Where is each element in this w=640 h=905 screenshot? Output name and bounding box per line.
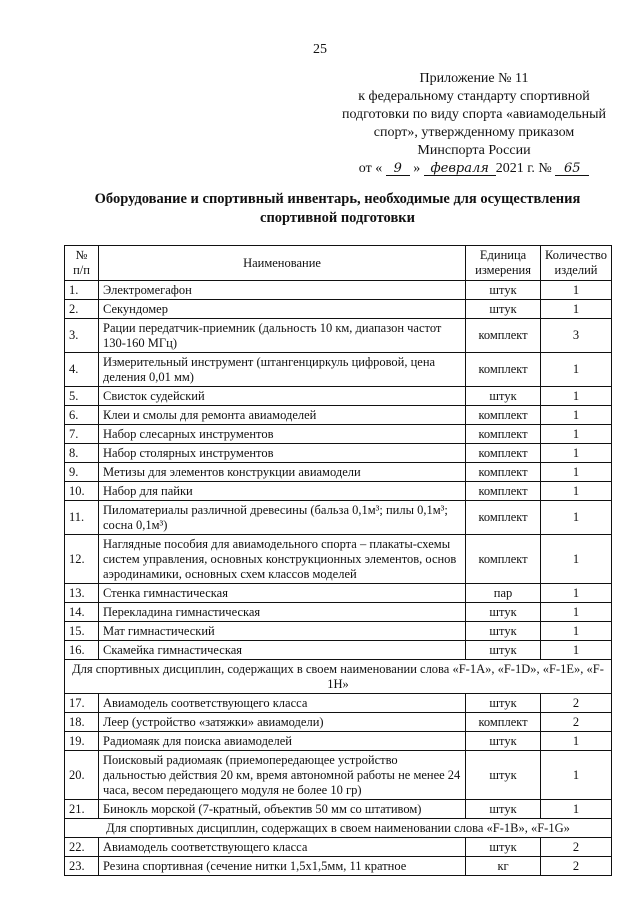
row-unit: штук [466,622,541,641]
row-unit: штук [466,603,541,622]
table-row [65,463,612,482]
table-row [65,387,612,406]
section-heading: Для спортивных дисциплин, содержащих в своем наименовании слова «F-1B», «F-1G» [65,819,612,838]
table-row [65,300,612,319]
row-qty: 1 [541,584,612,603]
row-unit: штук [466,694,541,713]
table-row [65,353,612,387]
date-year: 2021 г. № [495,161,552,176]
row-name: Метизы для элементов конструкции авиамодели [99,463,466,482]
row-unit: комплект [466,319,541,353]
row-num: 5. [65,387,99,406]
row-unit: штук [466,800,541,819]
row-name: Свисток судейский [99,387,466,406]
date-month-handwritten: февраля [424,162,496,176]
row-qty: 1 [541,353,612,387]
row-name: Электромегафон [99,281,466,300]
header-name: Наименование [99,246,466,281]
row-unit: штук [466,732,541,751]
row-num: 4. [65,353,99,387]
row-qty: 1 [541,800,612,819]
header-unit: Единица измерения [466,246,541,281]
date-mid: » [413,161,421,176]
appendix-line: к федеральному стандарту спортивной [358,89,590,104]
row-name: Радиомаяк для поиска авиамоделей [99,732,466,751]
date-day-handwritten: 9 [386,162,410,176]
table-row [65,800,612,819]
table-row [65,641,612,660]
row-num: 18. [65,713,99,732]
row-unit: штук [466,751,541,800]
table-row [65,584,612,603]
row-num: 14. [65,603,99,622]
table-row [65,694,612,713]
table-row [65,501,612,535]
row-qty: 1 [541,387,612,406]
row-num: 8. [65,444,99,463]
table-row [65,281,612,300]
row-num: 2. [65,300,99,319]
row-name: Скамейка гимнастическая [99,641,466,660]
row-num: 13. [65,584,99,603]
row-num: 15. [65,622,99,641]
table-row [65,732,612,751]
row-name: Авиамодель соответствующего класса [99,694,466,713]
table-row [65,857,612,876]
table-row [65,425,612,444]
header-num: № п/п [65,246,99,281]
table-header-row [65,246,612,281]
row-qty: 3 [541,319,612,353]
row-unit: кг [466,857,541,876]
row-qty: 1 [541,444,612,463]
appendix-header [316,70,632,178]
row-num: 19. [65,732,99,751]
table-row [65,319,612,353]
row-unit: штук [466,838,541,857]
table-row [65,406,612,425]
row-unit: комплект [466,406,541,425]
row-unit: комплект [466,425,541,444]
row-num: 17. [65,694,99,713]
row-unit: комплект [466,353,541,387]
row-unit: штук [466,387,541,406]
row-qty: 1 [541,622,612,641]
row-qty: 1 [541,732,612,751]
row-name: Набор слесарных инструментов [99,425,466,444]
appendix-line: Приложение № 11 [419,71,529,86]
table-row [65,622,612,641]
row-qty: 1 [541,641,612,660]
table-row [65,535,612,584]
row-unit: комплект [466,535,541,584]
row-num: 23. [65,857,99,876]
row-unit: штук [466,300,541,319]
table-row [65,713,612,732]
row-name: Рации передатчик-приемник (дальность 10 км, диапазон частот 130-160 МГц) [99,319,466,353]
row-num: 16. [65,641,99,660]
appendix-line: Минспорта России [417,143,531,158]
row-qty: 1 [541,501,612,535]
row-unit: комплект [466,501,541,535]
row-name: Стенка гимнастическая [99,584,466,603]
row-unit: штук [466,281,541,300]
section-heading: Для спортивных дисциплин, содержащих в своем наименовании слова «F-1A», «F-1D», «F-1E», «F-1H» [65,660,612,694]
row-qty: 1 [541,535,612,584]
row-name: Измерительный инструмент (штангенциркуль цифровой, цена деления 0,01 мм) [99,353,466,387]
row-qty: 1 [541,751,612,800]
row-qty: 1 [541,300,612,319]
row-name: Секундомер [99,300,466,319]
row-name: Поисковый радиомаяк (приемопередающее устройство дальностью действия 20 км, время автономной работы не менее 24 часа, весом передающего модуля не более 10 гр) [99,751,466,800]
row-name: Мат гимнастический [99,622,466,641]
row-qty: 2 [541,857,612,876]
row-qty: 1 [541,463,612,482]
table-row [65,444,612,463]
order-number-handwritten: 65 [555,162,589,176]
row-num: 22. [65,838,99,857]
row-num: 3. [65,319,99,353]
row-unit: штук [466,641,541,660]
equipment-table [64,245,612,876]
row-num: 9. [65,463,99,482]
row-num: 1. [65,281,99,300]
row-unit: комплект [466,482,541,501]
row-num: 6. [65,406,99,425]
row-name: Леер (устройство «затяжки» авиамодели) [99,713,466,732]
row-unit: комплект [466,444,541,463]
appendix-line: подготовки по виду спорта «авиамодельный [341,107,607,122]
row-num: 21. [65,800,99,819]
table-row [65,482,612,501]
row-name: Набор для пайки [99,482,466,501]
section-row [65,819,612,838]
row-num: 20. [65,751,99,800]
row-qty: 2 [541,838,612,857]
row-name: Набор столярных инструментов [99,444,466,463]
row-name: Перекладина гимнастическая [99,603,466,622]
page-number: 25 [313,42,327,57]
row-unit: комплект [466,713,541,732]
row-name: Клеи и смолы для ремонта авиамоделей [99,406,466,425]
order-date-line [316,160,632,178]
row-unit: пар [466,584,541,603]
date-prefix: от « [358,161,383,176]
document-title: Оборудование и спортивный инвентарь, необходимые для осуществления спортивной подготовки [94,191,581,226]
row-name: Пиломатериалы различной древесины (бальза 0,1м³; пилы 0,1м³; сосна 0,1м³) [99,501,466,535]
row-qty: 2 [541,713,612,732]
row-qty: 2 [541,694,612,713]
row-qty: 1 [541,406,612,425]
table-row [65,751,612,800]
row-qty: 1 [541,425,612,444]
row-name: Бинокль морской (7-кратный, объектив 50 мм со штативом) [99,800,466,819]
row-num: 11. [65,501,99,535]
row-unit: комплект [466,463,541,482]
row-qty: 1 [541,603,612,622]
row-num: 10. [65,482,99,501]
appendix-line: спорт», утвержденному приказом [373,125,575,140]
row-qty: 1 [541,281,612,300]
row-num: 7. [65,425,99,444]
row-name: Авиамодель соответствующего класса [99,838,466,857]
header-qty: Количество изделий [541,246,612,281]
row-num: 12. [65,535,99,584]
table-row [65,838,612,857]
section-row [65,660,612,694]
table-row [65,603,612,622]
row-name: Резина спортивная (сечение нитки 1,5x1,5мм, 11 кратное [99,857,466,876]
row-qty: 1 [541,482,612,501]
row-name: Наглядные пособия для авиамодельного спорта – плакаты-схемы систем управления, основных конструкционных элементов, основ аэродинамики, основных схем классов моделей [99,535,466,584]
